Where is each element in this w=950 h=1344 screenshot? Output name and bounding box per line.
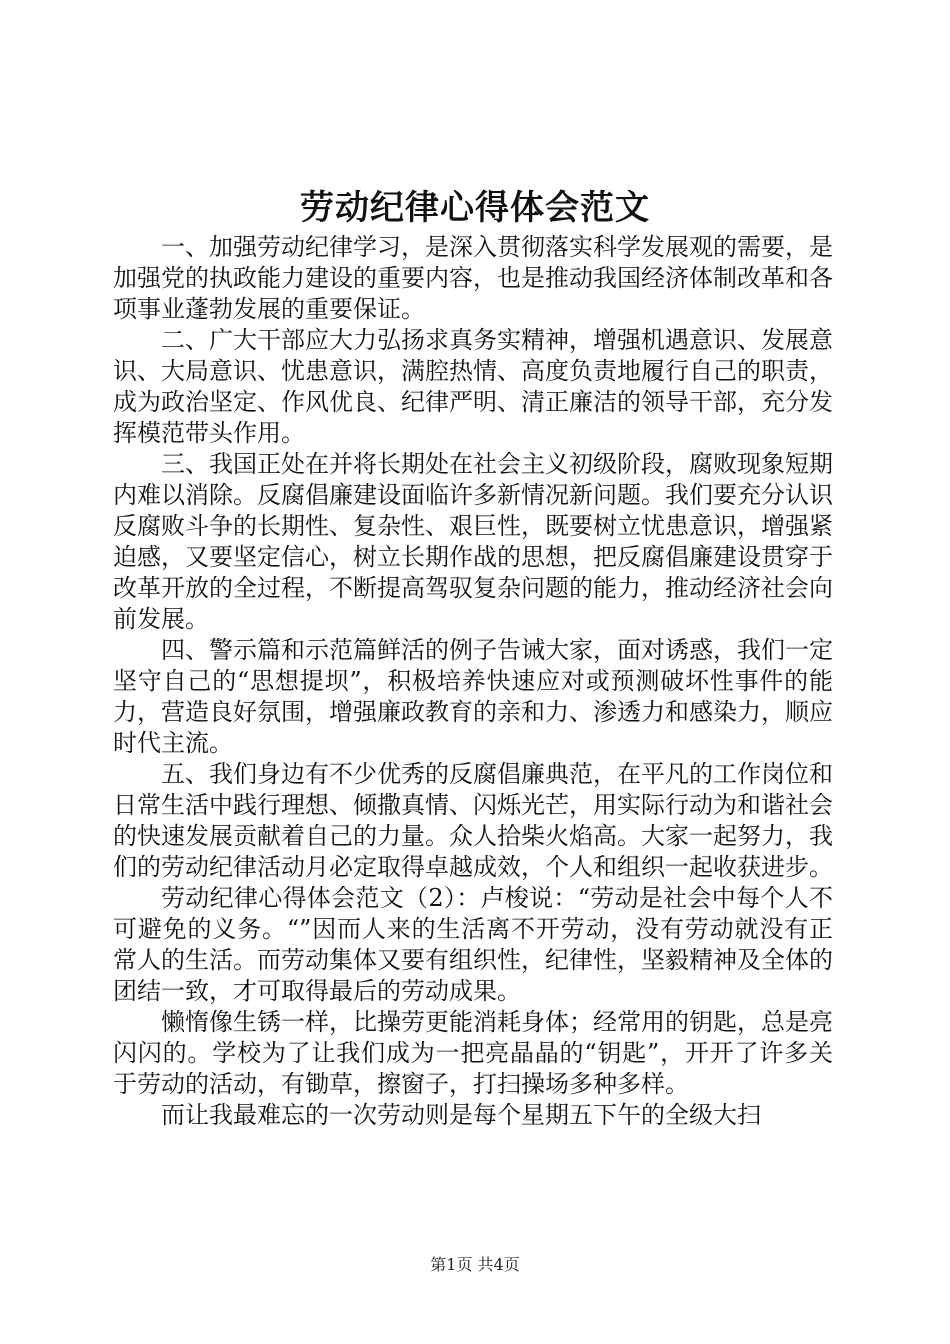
paragraph-3: 三、我国正处在并将长期处在社会主义初级阶段，腐败现象短期内难以消除。反腐倡廉建设面临许多新情况新问题。我们要充分认识反腐败斗争的长期性、复杂性、艰巨性，既要树立忧患意识，增强紧迫感，又要坚定信心，树立长期作战的思想，把反腐倡廉建设贯穿于改革开放的全过程，不断提高驾驭复杂问题的能力，推动经济社会向前发展。 [113, 450, 833, 633]
paragraph-2: 二、广大干部应大力弘扬求真务实精神，增强机遇意识、发展意识、大局意识、忧患意识，满腔热情、高度负责地履行自己的职责，成为政治坚定、作风优良、纪律严明、清正廉洁的领导干部，充分发挥模范带头作用。 [113, 326, 833, 447]
paragraph-6: 劳动纪律心得体会范文（2）：卢梭说：“劳动是社会中每个人不可避免的义务。“”因而人来的生活离不开劳动，没有劳动就没有正常人的生活。而劳动集体又要有组织性，纪律性，坚毅精神及全体的团结一致，才可取得最后的劳动成果。 [113, 884, 833, 1005]
document-title: 劳动纪律心得体会范文 [300, 188, 650, 228]
paragraph-7: 懒惰像生锈一样，比操劳更能消耗身体；经常用的钥匙，总是亮闪闪的。学校为了让我们成为一把亮晶晶的“钥匙”，开开了许多关于劳动的活动，有锄草，擦窗子，打扫操场多种多样。 [113, 1008, 833, 1098]
paragraph-1: 一、加强劳动纪律学习，是深入贯彻落实科学发展观的需要，是加强党的执政能力建设的重要内容，也是推动我国经济体制改革和各项事业蓬勃发展的重要保证。 [113, 233, 833, 323]
paragraph-4: 四、警示篇和示范篇鲜活的例子告诫大家，面对诱惑，我们一定坚守自己的“思想提坝”，积极培养快速应对或预测破坏性事件的能力，营造良好氛围，增强廉政教育的亲和力、渗透力和感染力，顺应时代主流。 [113, 636, 833, 757]
document-body [113, 232, 833, 1131]
page-number-footer: 第1页 共4页 [430, 1255, 520, 1274]
paragraph-8: 而让我最难忘的一次劳动则是每个星期五下午的全级大扫 [161, 1101, 761, 1129]
paragraph-5: 五、我们身边有不少优秀的反腐倡廉典范，在平凡的工作岗位和日常生活中践行理想、倾撒真情、闪烁光芒，用实际行动为和谐社会的快速发展贡献着自己的力量。众人拾柴火焰高。大家一起努力，我们的劳动纪律活动月必定取得卓越成效，个人和组织一起收获进步。 [113, 760, 833, 881]
